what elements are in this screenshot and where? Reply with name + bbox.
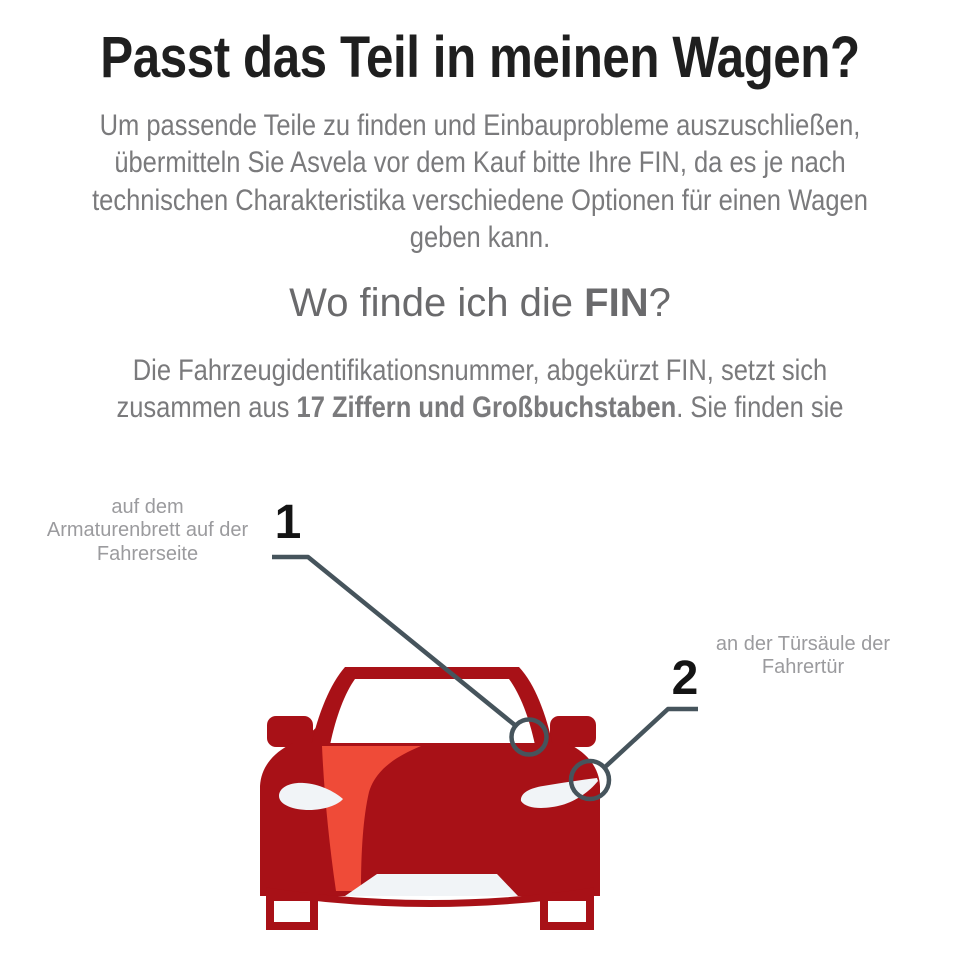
car-left-wheel <box>270 897 314 926</box>
callout-2-leader-line <box>604 709 698 768</box>
car-windshield <box>330 679 535 745</box>
section-title-question-mark: ? <box>648 281 671 325</box>
description-text: . Sie finden sie <box>676 391 844 425</box>
car-icon <box>260 667 600 926</box>
page-title: Passt das Teil in meinen Wagen? <box>100 25 860 90</box>
callout-2-number: 2 <box>671 652 699 705</box>
callout-1-label-line: Armaturenbrett auf der <box>46 519 249 542</box>
callout-1-label-line: Fahrerseite <box>96 542 199 565</box>
callout-1-label-line: auf dem <box>111 496 184 518</box>
callout-1-number: 1 <box>274 496 302 549</box>
description-bold-text: 17 Ziffern und Großbuchstaben <box>296 391 677 425</box>
intro-line: übermitteln Sie Asvela vor dem Kauf bitte Ihre FIN, da es je nach <box>114 146 846 180</box>
car-body <box>260 743 600 896</box>
callout-2-label-line: Fahrertür <box>761 656 845 679</box>
description-text: zusammen aus <box>116 391 297 425</box>
intro-line: geben kann. <box>409 221 551 255</box>
description-line: Die Fahrzeugidentifikationsnummer, abgekürzt FIN, setzt sich <box>132 354 828 387</box>
intro-line: Um passende Teile zu finden und Einbauprobleme auszuschließen, <box>99 109 861 142</box>
callout-2-label-line: an der Türsäule der <box>715 633 891 655</box>
section-title-fin: FIN <box>584 281 649 325</box>
intro-line: technischen Charakteristika verschiedene Optionen für einen Wagen <box>92 183 868 217</box>
section-title-text: Wo finde ich die <box>289 281 585 325</box>
car-right-wheel <box>544 897 590 926</box>
